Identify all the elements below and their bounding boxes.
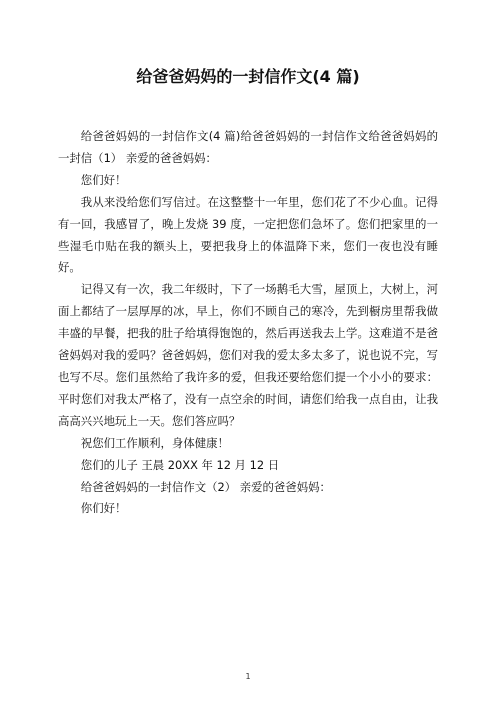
paragraph-letter-2-greeting: 你们好！ <box>80 501 127 516</box>
paragraph-intro: 给爸爸妈妈的一封信作文(4 篇)给爸爸妈妈的一封信作文给爸爸妈妈的一封信（1） 亲爱的爸爸妈妈： <box>58 129 438 165</box>
paragraph-wishes: 祝您们工作顺利，身体健康！ <box>80 435 229 450</box>
paragraph-signature: 您们的儿子 王晨 20XX 年 12 月 12 日 <box>80 457 280 472</box>
document-body <box>58 126 438 520</box>
page-number: 1 <box>245 672 251 681</box>
paragraph-body-2: 记得又有一次，我二年级时，下了一场鹅毛大雪，屋顶上，大树上，河面上都结了一层厚厚的冰，早上，你们不顾自己的寒冷，先到橱房里帮我做丰盛的早餐，把我的肚子给填得饱饱的，然后再送我去上学。这难道不是爸爸妈妈对我的爱吗？爸爸妈妈，您们对我的爱太多太多了，说也说不完，写也写不尽。您们虽然给了我许多的爱，但我还要给您们提一个小小的要求：平时您们对我太严格了，没有一点空余的时间，请您们给我一点自由，让我高高兴兴地玩上一天。您们答应吗？ <box>58 282 438 428</box>
paragraph-greeting: 您们好！ <box>80 172 127 187</box>
paragraph-letter-2-heading: 给爸爸妈妈的一封信作文（2） 亲爱的爸爸妈妈： <box>80 479 331 494</box>
document-title: 给爸爸妈妈的一封信作文(4 篇) <box>136 67 360 86</box>
paragraph-body-1: 我从来没给您们写信过。在这整整十一年里，您们花了不少心血。记得有一回，我感冒了，晚上发烧 39 度，一定把您们急坏了。您们把家里的一些湿毛巾贴在我的额头上，要把我身上的体温降下来，您们一夜也没有睡好。 <box>58 194 438 275</box>
